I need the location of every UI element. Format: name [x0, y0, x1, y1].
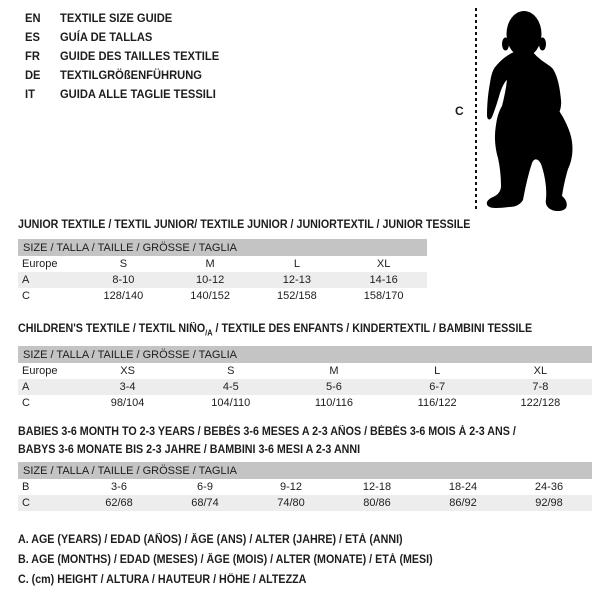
row-label: C [22, 290, 30, 302]
babies-size-table [18, 462, 592, 511]
table-cell: 86/92 [449, 497, 477, 509]
baby-silhouette-image [485, 5, 595, 213]
row-label: A [22, 381, 30, 393]
junior-section-title: JUNIOR TEXTILE / TEXTIL JUNIOR/ TEXTILE JUNIOR / JUNIORTEXTIL / JUNIOR TESSILE [18, 219, 471, 231]
language-list [25, 9, 231, 104]
language-row-fr [25, 47, 231, 66]
children-title-text: / TEXTILE DES ENFANTS / KINDERTEXTIL / BAMBINI TESSILE [212, 323, 533, 335]
row-label: C [22, 397, 30, 409]
table-cell: 92/98 [535, 497, 563, 509]
table-cell: 14-16 [369, 274, 398, 286]
language-row-it [25, 85, 231, 104]
table-row [18, 395, 592, 411]
note-age-years: A. AGE (YEARS) / EDAD (AÑOS) / ÂGE (ANS) / ALTER (JAHRE) / ETÀ (ANNI) [18, 534, 403, 546]
height-marker-label: C [455, 104, 464, 118]
table-cell: 7-8 [532, 381, 549, 393]
junior-size-table [18, 239, 427, 304]
children-title-text: CHILDREN'S TEXTILE / TEXTIL NIÑO [18, 323, 206, 335]
language-code: IT [25, 87, 35, 101]
table-cell: XL [533, 365, 548, 377]
note-height-cm: C. (cm) HEIGHT / ALTURA / HAUTEUR / HÖHE / ALTEZZA [18, 574, 307, 586]
row-label: B [22, 481, 30, 493]
table-cell: L [434, 365, 441, 377]
language-code: ES [25, 30, 40, 44]
note-age-months: B. AGE (MONTHS) / EDAD (MESES) / ÂGE (MOIS) / ALTER (MONATE) / ETÀ (MESI) [18, 554, 433, 566]
row-label: Europe [22, 365, 58, 377]
table-cell: 18-24 [448, 481, 478, 493]
language-row-es [25, 28, 231, 47]
table-cell: 158/170 [363, 290, 404, 302]
table-cell: M [205, 258, 215, 270]
legend-notes [18, 530, 464, 590]
row-label: A [22, 274, 30, 286]
language-code: DE [25, 68, 41, 82]
table-cell: 116/122 [417, 397, 457, 409]
table-cell: 62/68 [105, 497, 133, 509]
table-cell: 3-6 [111, 481, 127, 493]
table-cell: 6-7 [429, 381, 446, 393]
table-cell: 104/110 [211, 397, 251, 409]
children-section-title [18, 320, 532, 342]
table-cell: 68/74 [191, 497, 219, 509]
children-size-table [18, 346, 592, 411]
babies-title-line2: BABYS 3-6 MONATE BIS 2-3 JAHRE / BAMBINI 3-6 MESI A 2-3 ANNI [18, 444, 361, 456]
table-cell: 98/104 [110, 397, 145, 409]
table-cell: XL [376, 258, 391, 270]
language-title: GUIDE DES TAILLES TEXTILE [60, 49, 220, 63]
language-row-en [25, 9, 231, 28]
table-row [18, 288, 427, 304]
size-header-bar: SIZE / TALLA / TAILLE / GRÖSSE / TAGLIA [18, 346, 592, 363]
table-cell: 152/158 [276, 290, 317, 302]
table-cell: 9-12 [279, 481, 303, 493]
row-label: Europe [22, 258, 58, 270]
table-cell: S [227, 365, 235, 377]
table-cell: 5-6 [326, 381, 342, 393]
table-row [18, 495, 592, 511]
language-title: TEXTILE SIZE GUIDE [60, 11, 173, 25]
table-cell: 128/140 [103, 290, 144, 302]
table-cell: 4-5 [222, 381, 239, 393]
table-cell: S [119, 258, 128, 270]
language-row-de [25, 66, 231, 85]
size-header-bar: SIZE / TALLA / TAILLE / GRÖSSE / TAGLIA [18, 462, 592, 479]
table-cell: 140/152 [190, 290, 230, 302]
table-cell: 10-12 [196, 274, 225, 286]
table-cell: 8-10 [112, 274, 135, 286]
children-title-subscript: /A [205, 328, 213, 338]
table-cell: M [329, 365, 339, 377]
table-row [18, 256, 427, 272]
table-cell: L [293, 258, 300, 270]
language-code: EN [25, 11, 41, 25]
language-code: FR [25, 49, 40, 63]
table-cell: 3-4 [119, 381, 136, 393]
language-title: GUIDA ALLE TAGLIE TESSILI [60, 87, 216, 101]
row-label: C [22, 497, 30, 509]
table-cell: 6-9 [197, 481, 213, 493]
height-dotted-line [475, 8, 477, 210]
table-cell: 110/116 [314, 397, 354, 409]
language-title: TEXTILGRÖßENFÜHRUNG [60, 68, 202, 82]
table-cell: 12-18 [362, 481, 392, 493]
table-cell: 24-36 [534, 481, 564, 493]
table-row [18, 379, 592, 395]
table-cell: 122/128 [520, 397, 561, 409]
table-cell: XS [120, 365, 135, 377]
table-cell: 80/86 [363, 497, 391, 509]
size-header-bar: SIZE / TALLA / TAILLE / GRÖSSE / TAGLIA [18, 239, 427, 256]
table-row [18, 272, 427, 288]
language-title: GUÍA DE TALLAS [60, 30, 153, 44]
babies-title-line1: BABIES 3-6 MONTH TO 2-3 YEARS / BEBÉS 3-6 MESES A 2-3 AÑOS / BÉBÉS 3-6 MOIS À 2-3 ANS / [18, 426, 516, 438]
babies-section-title [18, 423, 516, 459]
table-cell: 12-13 [282, 274, 311, 286]
table-row [18, 479, 592, 495]
table-row [18, 363, 592, 379]
table-cell: 74/80 [277, 497, 305, 509]
